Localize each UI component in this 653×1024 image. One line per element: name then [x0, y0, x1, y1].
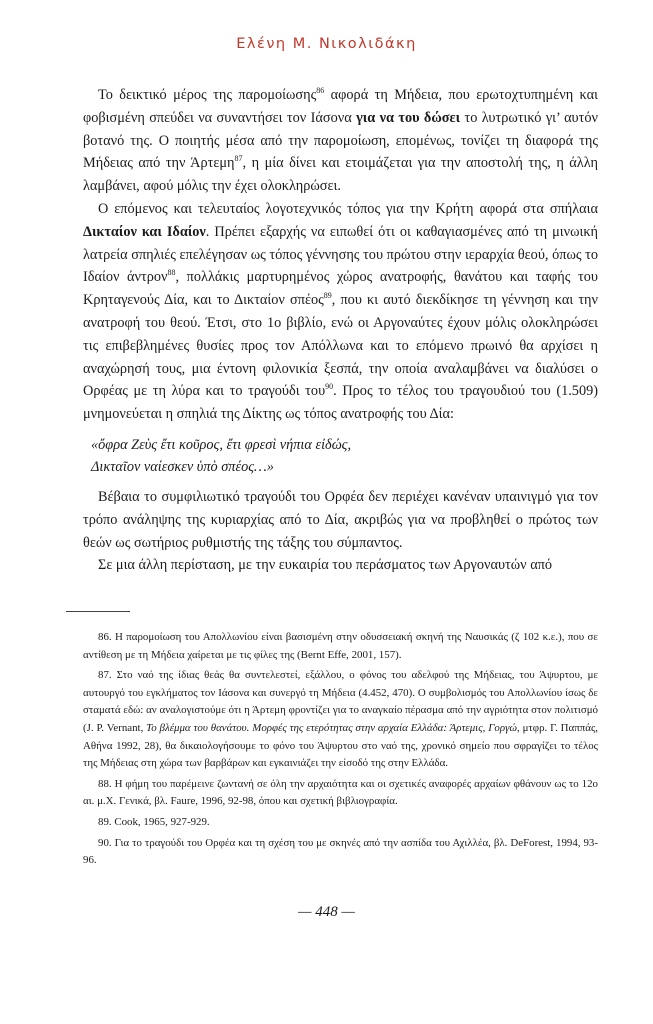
footnote-ref-90[interactable]: 90 — [325, 382, 334, 392]
footnote-ref-86[interactable]: 86 — [316, 86, 325, 95]
quote-line-1: «ὄφρα Ζεὺς ἔτι κοῦρος, ἔτι φρεσὶ νήπια εἰδώς, — [91, 436, 352, 453]
quote-line-2: Δικταῖον ναίεσκεν ὑπὸ σπέος…» — [91, 458, 274, 475]
text-run: Το δεικτικό μέρος της παρομοίωσης — [98, 87, 317, 103]
text-run: , πολλάκις μαρτυρημένος χώρος ανατροφής, θανάτου και ταφής του Κρηταγενούς Δία, και το Δικταίον σπέος — [83, 269, 598, 309]
text-run: , μτφρ. Γ. Παππάς, Αθήνα 1992, 28), θα δικαιολογήσουμε το φόνο του Άψυρτου στο ναό της, χρονικό σημείο που σφραγίζει το τέλος της Μήδειας στη χώρα των βαρβάρων και εγκαινιάζει την είσοδό της στην Ελλάδα. — [83, 721, 598, 770]
text-run: . Πρέπει εξαρχής να ειπωθεί ότι οι καθαγιασμένες από τη μινωική λατρεία σπηλιές επελέγησαν ως τόπος γέννησης του πρώτου στην ιεραρχία θεού, όπως το Ιδαίον άντρον — [83, 223, 599, 286]
text-run: αφορά τη Μήδεια, που ερωτοχτυπημένη και φοβισμένη σπεύδει να συναντήσει τον Ιάσονα — [83, 87, 598, 126]
italic-title: Το βλέμμα του θανάτου. Μορφές της ετερότητας στην αρχαία Ελλάδα: Άρτεμις, Γοργώ — [146, 721, 517, 734]
greek-quotation — [91, 434, 598, 478]
footnote-90: 90. Για το τραγούδι του Ορφέα και τη σχέση του με σκηνές από την ασπίδα του Αχιλλέα, βλ. DeForest, 1994, 93-96. — [83, 836, 598, 867]
footnote-ref-89[interactable]: 89 — [323, 291, 332, 301]
paragraph-4: Σε μια άλλη περίσταση, με την ευκαιρία του περάσματος των Αργοναυτών από — [98, 557, 553, 574]
footnote-ref-88[interactable]: 88 — [167, 268, 176, 278]
page-number: — 448 — — [298, 904, 355, 920]
paragraph-3: Βέβαια το συμφιλιωτικό τραγούδι του Ορφέα δεν περιέχει κανέναν υπαινιγμό για τον τρόπο ανάληψης της κυριαρχίας από το Δία, ακριβώς για να προβληθεί ο πρώτος των θεών ως σωτήριος ρυθμιστής της τάξης του σύμπαντος. — [83, 488, 598, 551]
bold-phrase: Δικταίον και Ιδαίον — [83, 223, 206, 240]
bold-phrase: για να του δώσει — [356, 109, 461, 126]
footnote-ref-87[interactable]: 87 — [234, 154, 243, 164]
paragraph-2 — [83, 198, 598, 426]
text-run: το λυτρωτικό γι’ αυτόν βοτανό της. Ο ποιητής μέσα από την παρομοίωση, επομένως, τονίζει τη διαφορά της Μήδειας από την Άρτεμη — [83, 109, 598, 172]
text-run: , η μία δίνει και ετοιμάζεται για την αποστολή της, η άλλη λαμβάνει, αφού μόλις την έχει ολοκληρώσει. — [83, 155, 598, 195]
main-text — [83, 84, 598, 577]
text-run: , που κι αυτό διεκδίκησε τη γέννηση και την ανατροφή του θεού. Έτσι, στο 1ο βιβλίο, ενώ οι Αργοναύτες έχουν μόλις ολοκληρώσει τις επιβεβλημένες θυσίες προς τον Απόλλωνα και το επόμενο πρωινό θα αρχίσει η αναχώρησή τους, μια έντονη φιλονικία ξεσπά, την οποία αναλαμβάνει να διαλύσει ο Ορφέας με τη λύρα και το τραγούδι του — [83, 292, 599, 400]
footnote-89: 89. Cook, 1965, 927-929. — [98, 815, 210, 828]
text-run: Ο επόμενος και τελευταίος λογοτεχνικός τόπος για την Κρήτη αφορά στα σπήλαια — [98, 200, 598, 217]
footnote-separator — [66, 611, 130, 612]
footnotes — [83, 629, 598, 873]
running-head: Ελένη Μ. Νικολιδάκη — [236, 36, 417, 52]
footnote-86: 86. Η παρομοίωση του Απολλωνίου είναι βασισμένη στην οδυσσειακή σκηνή της Ναυσικάς (ζ 102 κ.ε.), που σε αντίθεση με τη Μήδεια χαίρεται με τις φίλες της (Bernt Effe, 2001, 157). — [83, 631, 598, 661]
paragraph-1 — [83, 84, 598, 198]
text-run: . Προς το τέλος του τραγουδιού του (1.509) μνημονεύεται η σπηλιά της Δίκτης ως τόπος ανατροφής του Δία: — [83, 383, 599, 423]
text-run: 87. Στο ναό της ίδιας θεάς θα συντελεστεί, εξάλλου, ο φόνος του αδελφού της Μήδειας, του Άψυρτου, με αυτουργό του εγκλήματος τον Ιάσονα και συνεργό τη Μήδεια (4.452, 470). Ο συμβολισμός του Απολλωνίου ίσως δε σταματά εδώ: αν αναλογιστούμε ότι η Άρτεμη φροντίζει για το αναγκαίο πέρασμα από την αγριότητα στον πολιτισμό (J. P. Vernant, — [83, 669, 598, 734]
footnote-88: 88. Η φήμη του παρέμεινε ζωντανή σε όλη την αρχαιότητα και οι σχετικές αναφορές αρχαίων φθάνουν ως το 12ο αι. μ.Χ. Γενικά, βλ. Faure, 1996, 92-98, όπου και σχετική βιβλιογραφία. — [83, 777, 598, 808]
footnote-87 — [83, 667, 598, 773]
